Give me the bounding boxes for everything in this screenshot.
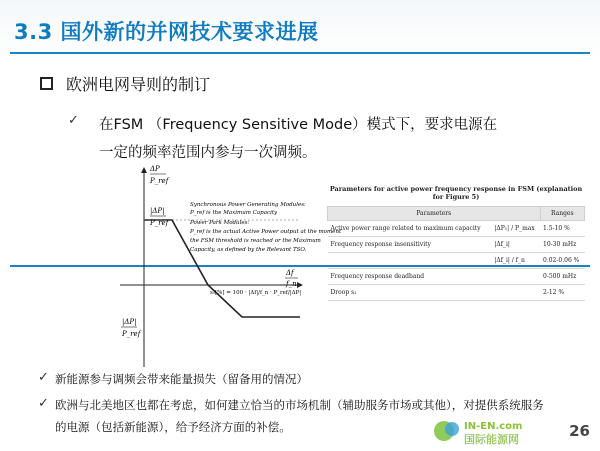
- table-header-parameters: Parameters: [328, 207, 541, 221]
- bullet-energy-loss: 新能源参与调频会带来能量损失（留备用的情况）: [55, 372, 308, 386]
- checkmark-icon: ✓: [38, 370, 49, 385]
- sub-bullet-line2: 一定的频率范围内参与一次调频。: [99, 145, 317, 161]
- bullet-market-line1: 欧洲与北美地区也都在考虑，如何建立恰当的市场机制（辅助服务市场或其他），对提供系统服务: [55, 398, 544, 412]
- slide-title: 3.3 国外新的并网技术要求进展: [14, 20, 319, 44]
- table-cell: 2-12 %: [540, 285, 584, 301]
- note-line-2: P_ref is the Maximum Capacity: [190, 210, 278, 216]
- square-bullet-icon: [40, 77, 53, 90]
- note-line-4: P_ref is the actual Active Power output at the moment: [190, 229, 342, 235]
- table-cell: Droop s₁: [328, 285, 492, 301]
- page-number: 26: [569, 422, 590, 440]
- title-divider: [10, 52, 590, 54]
- site-logo: [430, 415, 570, 451]
- leaf-icon: [430, 415, 570, 447]
- table-cell: [491, 269, 540, 285]
- table-cell: |ΔP₁| / P_max: [491, 221, 540, 237]
- bullet-main: 欧洲电网导则的制订: [66, 75, 211, 94]
- table-cell: 0-500 mHz: [540, 269, 584, 285]
- x-axis-label-num: Δf: [286, 269, 294, 277]
- table-cell: 10-30 mHz: [540, 237, 584, 253]
- table-cell: Frequency response insensitivity: [328, 237, 492, 253]
- table-cell: 1.5-10 %: [540, 221, 584, 237]
- table-row: [328, 253, 585, 269]
- y-axis-label-num: ΔP: [150, 165, 160, 173]
- table-row: [328, 269, 585, 285]
- note-line-1: Synchronous Power Generating Modules:: [190, 202, 306, 208]
- table-row: [328, 285, 585, 301]
- svg-text:IN-EN.com: IN-EN.com: [464, 421, 523, 432]
- slope-formula: s₁[%] = 100 · |Δf|/f_n · P_ref/|ΔP|: [210, 290, 302, 296]
- y-axis-label-den: P_ref: [150, 177, 169, 185]
- parameter-table: [327, 185, 585, 301]
- table-cell: [328, 253, 492, 269]
- lower-label-num: |ΔP|: [122, 318, 137, 326]
- note-line-3: Power Park Modules:: [190, 220, 250, 226]
- table-cell: 0.02-0.06 %: [540, 253, 584, 269]
- upper-label-num: |ΔP|: [150, 207, 165, 215]
- checkmark-icon: ✓: [68, 113, 79, 128]
- svg-text:国际能源网: 国际能源网: [464, 433, 519, 446]
- x-axis-label-den: f_n: [286, 280, 297, 288]
- lower-label-den: P_ref: [122, 330, 141, 338]
- sub-bullet-line1: 在FSM （Frequency Sensitive Mode）模式下，要求电源在: [99, 117, 498, 133]
- table-cell: [491, 285, 540, 301]
- table-row: [328, 237, 585, 253]
- note-line-5: the FSM threshold is reached or the Maximum: [190, 238, 321, 244]
- table-caption: Parameters for active power frequency response in FSM (explanation for Figure 5): [329, 185, 583, 201]
- bullet-market-line2: 的电源（包括新能源），给予经济方面的补偿。: [55, 420, 291, 434]
- table-cell: |Δf_i|: [491, 237, 540, 253]
- table-cell: Active power range related to maximum capacity: [328, 221, 492, 237]
- table-cell: Frequency response deadband: [328, 269, 492, 285]
- checkmark-icon: ✓: [38, 396, 49, 411]
- table-cell: |Δf_i| / f_n: [491, 253, 540, 269]
- table-header-ranges: Ranges: [540, 207, 584, 221]
- note-line-6: Capacity, as defined by the Relevant TSO.: [190, 247, 307, 253]
- table-row: [328, 221, 585, 237]
- upper-label-den: P_ref: [150, 219, 169, 227]
